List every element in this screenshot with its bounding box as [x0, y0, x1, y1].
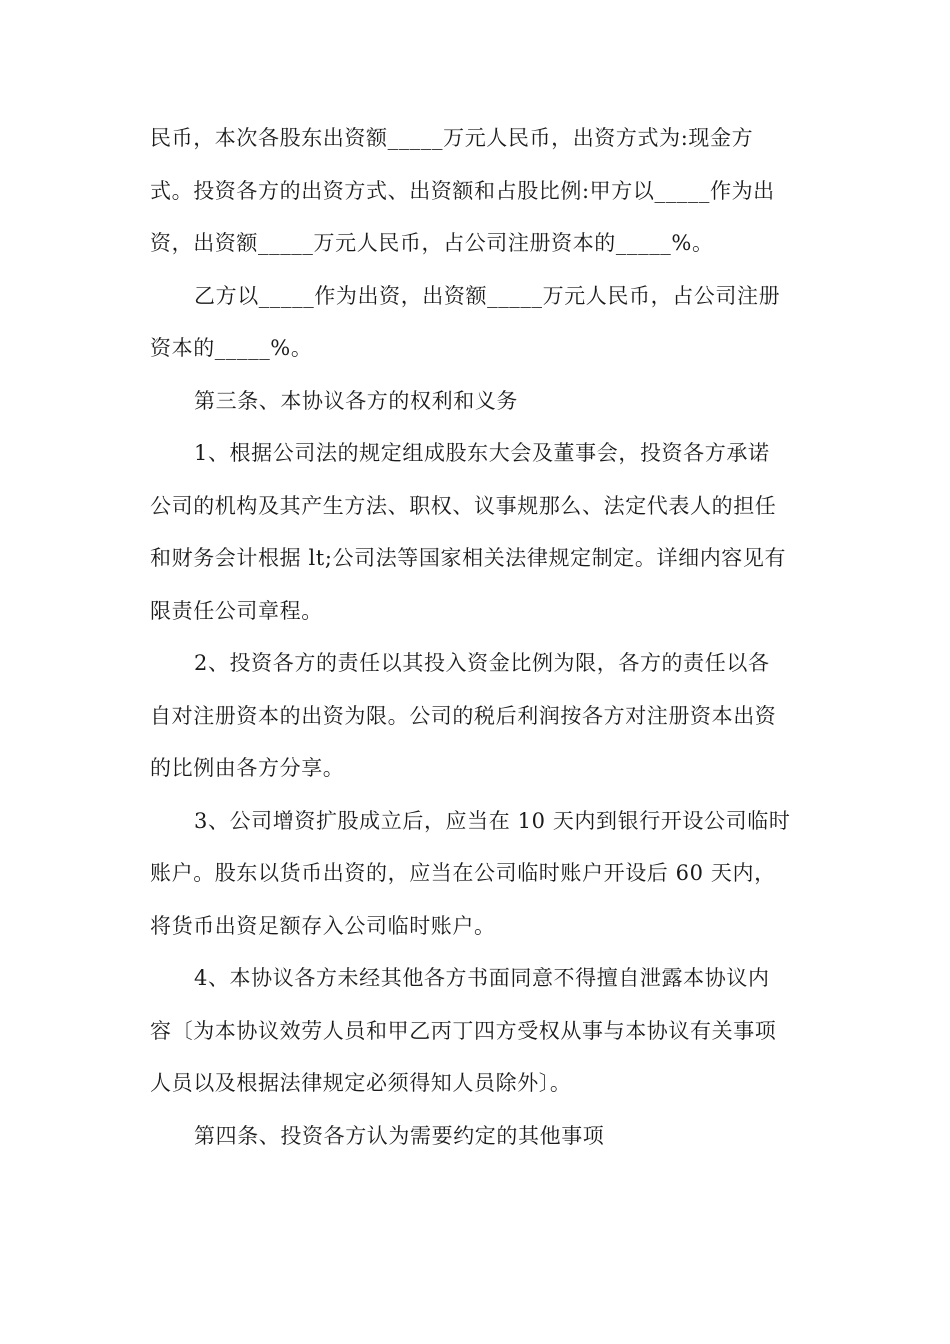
text-line: 和财务会计根据 lt;公司法等国家相关法律规定制定。详细内容见有 [150, 546, 787, 570]
text-line: 1、根据公司法的规定组成股东大会及董事会，投资各方承诺 [194, 441, 770, 465]
text-line: 的比例由各方分享。 [150, 756, 345, 780]
text-line: 民币，本次各股东出资额_____万元人民币，出资方式为:现金方 [150, 126, 754, 150]
text-line: 账户。股东以货币出资的，应当在公司临时账户开设后 60 天内， [150, 861, 776, 885]
section-heading: 第四条、投资各方认为需要约定的其他事项 [194, 1123, 605, 1148]
text-line: 将货币出资足额存入公司临时账户。 [150, 913, 496, 938]
text-line: 人员以及根据法律规定必须得知人员除外〕。 [150, 1071, 572, 1095]
text-line: 资，出资额_____万元人民币，占公司注册资本的_____%。 [150, 231, 714, 255]
text-line: 乙方以_____作为出资，出资额_____万元人民币，占公司注册 [194, 283, 781, 308]
text-line: 4、本协议各方未经其他各方书面同意不得擅自泄露本协议内 [194, 966, 770, 990]
text-line: 公司的机构及其产生方法、职权、议事规那么、法定代表人的担任 [150, 493, 777, 518]
text-line: 自对注册资本的出资为限。公司的税后利润按各方对注册资本出资 [150, 703, 777, 728]
text-line: 容〔为本协议效劳人员和甲乙丙丁四方受权从事与本协议有关事项 [150, 1018, 777, 1043]
text-line: 2、投资各方的责任以其投入资金比例为限，各方的责任以各 [194, 651, 770, 675]
document-body [150, 112, 810, 1162]
text-line: 式。投资各方的出资方式、出资额和占股比例:甲方以_____作为出 [150, 178, 775, 203]
text-line: 资本的_____%。 [150, 336, 313, 360]
text-line: 限责任公司章程。 [150, 598, 323, 623]
section-heading: 第三条、本协议各方的权利和义务 [194, 388, 518, 413]
text-line: 3、公司增资扩股成立后，应当在 10 天内到银行开设公司临时 [194, 808, 791, 833]
